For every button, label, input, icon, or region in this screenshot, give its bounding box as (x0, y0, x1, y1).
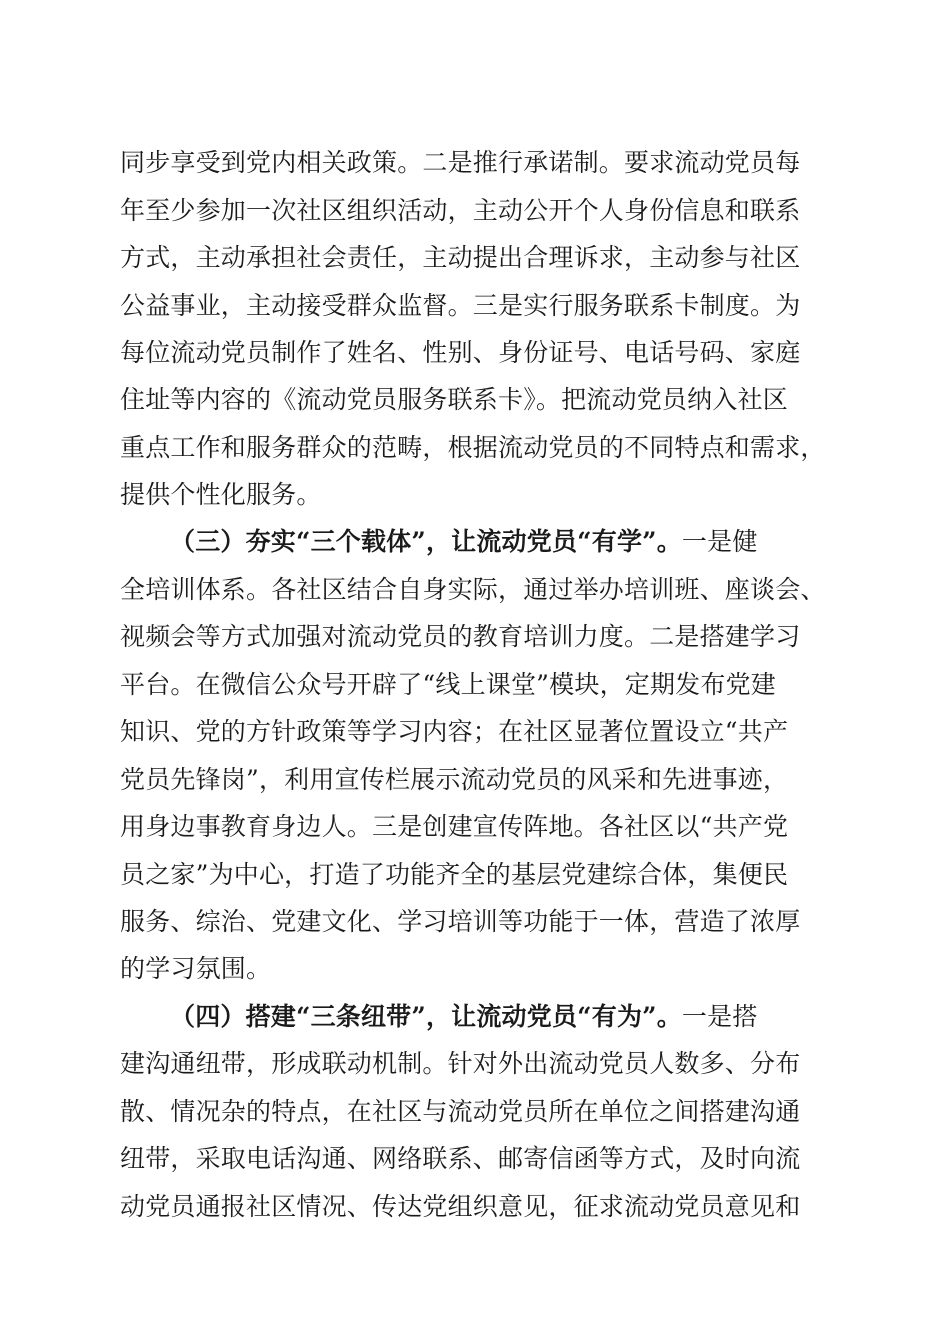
text-span: 一是健 (681, 527, 758, 556)
text-line (170, 524, 840, 560)
text-line: 用身边事教育身边人。三是创建宣传阵地。各社区以“共产党 (120, 812, 789, 841)
text-span: 一是搭 (681, 1002, 758, 1031)
section-heading: （三）夯实“三个载体”，让流动党员“有学”。 (170, 527, 682, 556)
text-line: 平台。在微信公众号开辟了“线上课堂”模块，定期发布党建 (120, 670, 776, 699)
text-line: 员之家”为中心，打造了功能齐全的基层党建综合体，集便民 (120, 860, 789, 889)
text-line: 动党员通报社区情况、传达党组织意见，征求流动党员意见和 (120, 1192, 801, 1221)
text-line: 全培训体系。各社区结合自身实际，通过举办培训班、座谈会、 (120, 575, 826, 604)
text-line: 公益事业，主动接受群众监督。三是实行服务联系卡制度。为 (120, 291, 801, 320)
text-line: 提供个性化服务。 (120, 480, 322, 509)
text-line: 纽带，采取电话沟通、网络联系、邮寄信函等方式，及时向流 (120, 1144, 801, 1173)
text-line: 建沟通纽带，形成联动机制。针对外出流动党员人数多、分布 (120, 1049, 801, 1078)
text-line: 住址等内容的《流动党员服务联系卡》。把流动党员纳入社区 (120, 385, 788, 414)
text-line: 视频会等方式加强对流动党员的教育培训力度。二是搭建学习 (120, 622, 801, 651)
text-line: 的学习氛围。 (120, 954, 272, 983)
text-line: 散、情况杂的特点，在社区与流动党员所在单位之间搭建沟通 (120, 1097, 801, 1126)
text-line (170, 999, 840, 1035)
text-line: 方式，主动承担社会责任，主动提出合理诉求，主动参与社区 (120, 243, 801, 272)
text-line: 重点工作和服务群众的范畴，根据流动党员的不同特点和需求， (120, 433, 826, 462)
text-line: 党员先锋岗”，利用宣传栏展示流动党员的风采和先进事迹， (120, 765, 789, 794)
text-line: 同步享受到党内相关政策。二是推行承诺制。要求流动党员每 (120, 148, 801, 177)
text-line: 年至少参加一次社区组织活动，主动公开个人身份信息和联系 (120, 196, 801, 225)
text-line: 服务、综治、党建文化、学习培训等功能于一体，营造了浓厚 (120, 907, 801, 936)
section-heading: （四）搭建“三条纽带”，让流动党员“有为”。 (170, 1002, 682, 1031)
text-line: 知识、党的方针政策等学习内容；在社区显著位置设立“共产 (120, 717, 789, 746)
text-line: 每位流动党员制作了姓名、性别、身份证号、电话号码、家庭 (120, 338, 801, 367)
